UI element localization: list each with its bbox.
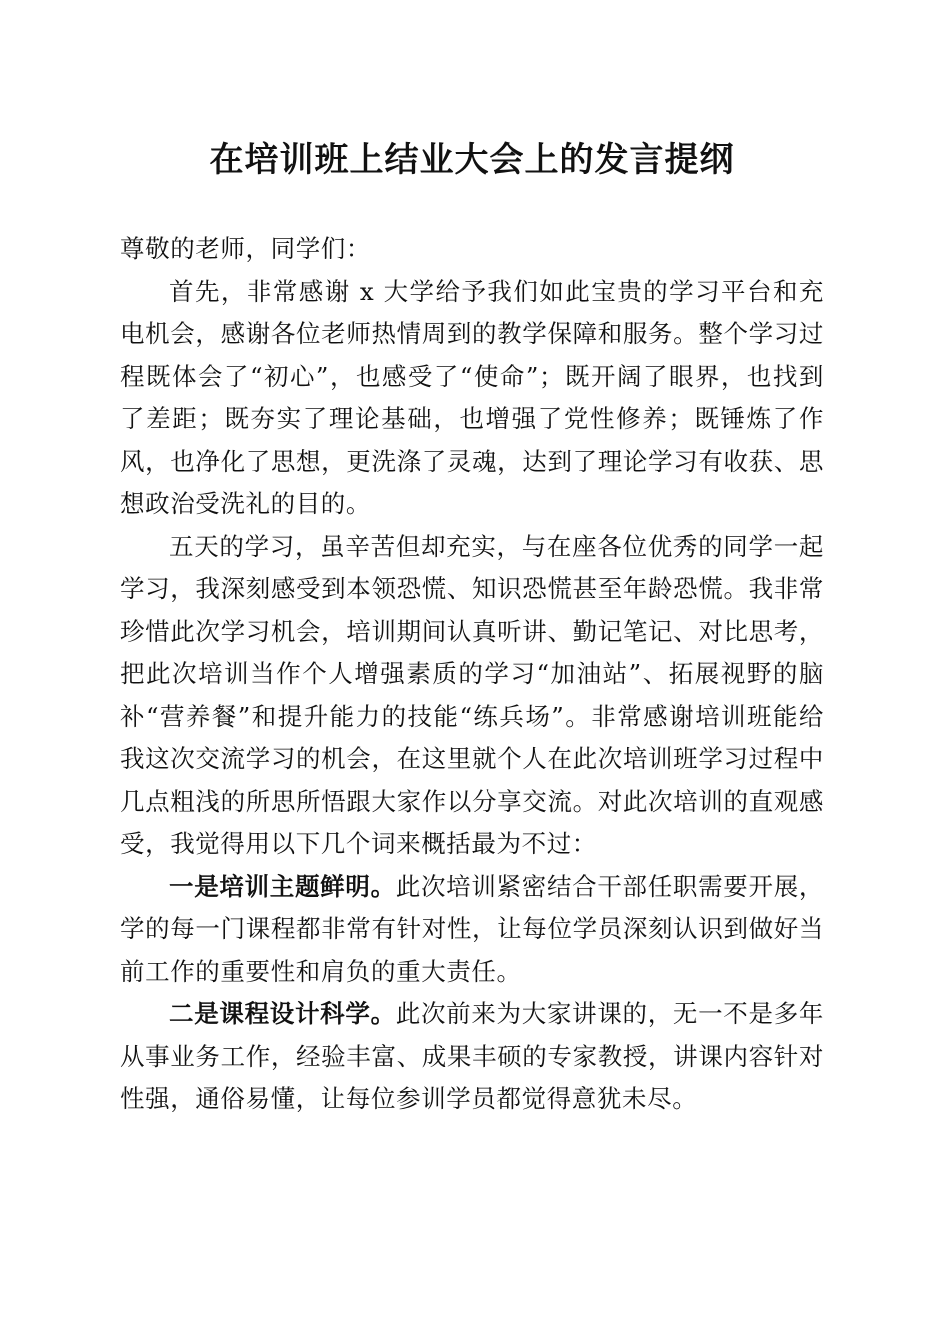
salutation: 尊敬的老师，同学们： — [120, 234, 371, 263]
paragraph-text: 此次培训紧密结合干部任职需要开展，学的每一门课程都非常有针对性，让每位学员深刻认识到做好当前工作的重要性和肩负的重大责任。 — [120, 871, 824, 986]
paragraph-lead: 二是课程设计科学。 — [169, 999, 396, 1028]
paragraph-2 — [120, 526, 824, 866]
paragraph-1 — [120, 271, 824, 526]
document-title: 在培训班上结业大会上的发言提纲 — [209, 140, 735, 180]
paragraph-4 — [120, 993, 824, 1121]
paragraph-3 — [120, 866, 824, 994]
document-body — [120, 228, 824, 1121]
paragraph-text: 此次前来为大家讲课的，无一不是多年从事业务工作，经验丰富、成果丰硕的专家教授，讲课内容针对性强，通俗易懂，让每位参训学员都觉得意犹未尽。 — [120, 999, 824, 1113]
paragraph-text: 五天的学习，虽辛苦但却充实，与在座各位优秀的同学一起学习，我深刻感受到本领恐慌、知识恐慌甚至年龄恐慌。我非常珍惜此次学习机会，培训期间认真听讲、勤记笔记、对比思考，把此次培训当作个人增强素质的学习“加油站”、拓展视野的脑补“营养餐”和提升能力的技能“练兵场”。非常感谢培训班能给我这次交流学习的机会，在这里就个人在此次培训班学习过程中几点粗浅的所思所悟跟大家作以分享交流。对此次培训的直观感受，我觉得用以下几个词来概括最为不过： — [120, 531, 824, 858]
paragraph-lead: 一是培训主题鲜明。 — [169, 871, 396, 901]
paragraph-text: 首先，非常感谢 x 大学给予我们如此宝贵的学习平台和充电机会，感谢各位老师热情周到的教学保障和服务。整个学习过程既体会了“初心”，也感受了“使命”；既开阔了眼界，也找到了差距；既夯实了理论基础，也增强了党性修养；既锤炼了作风，也净化了思想，更洗涤了灵魂，达到了理论学习有收获、思想政治受洗礼的目的。 — [120, 276, 824, 518]
